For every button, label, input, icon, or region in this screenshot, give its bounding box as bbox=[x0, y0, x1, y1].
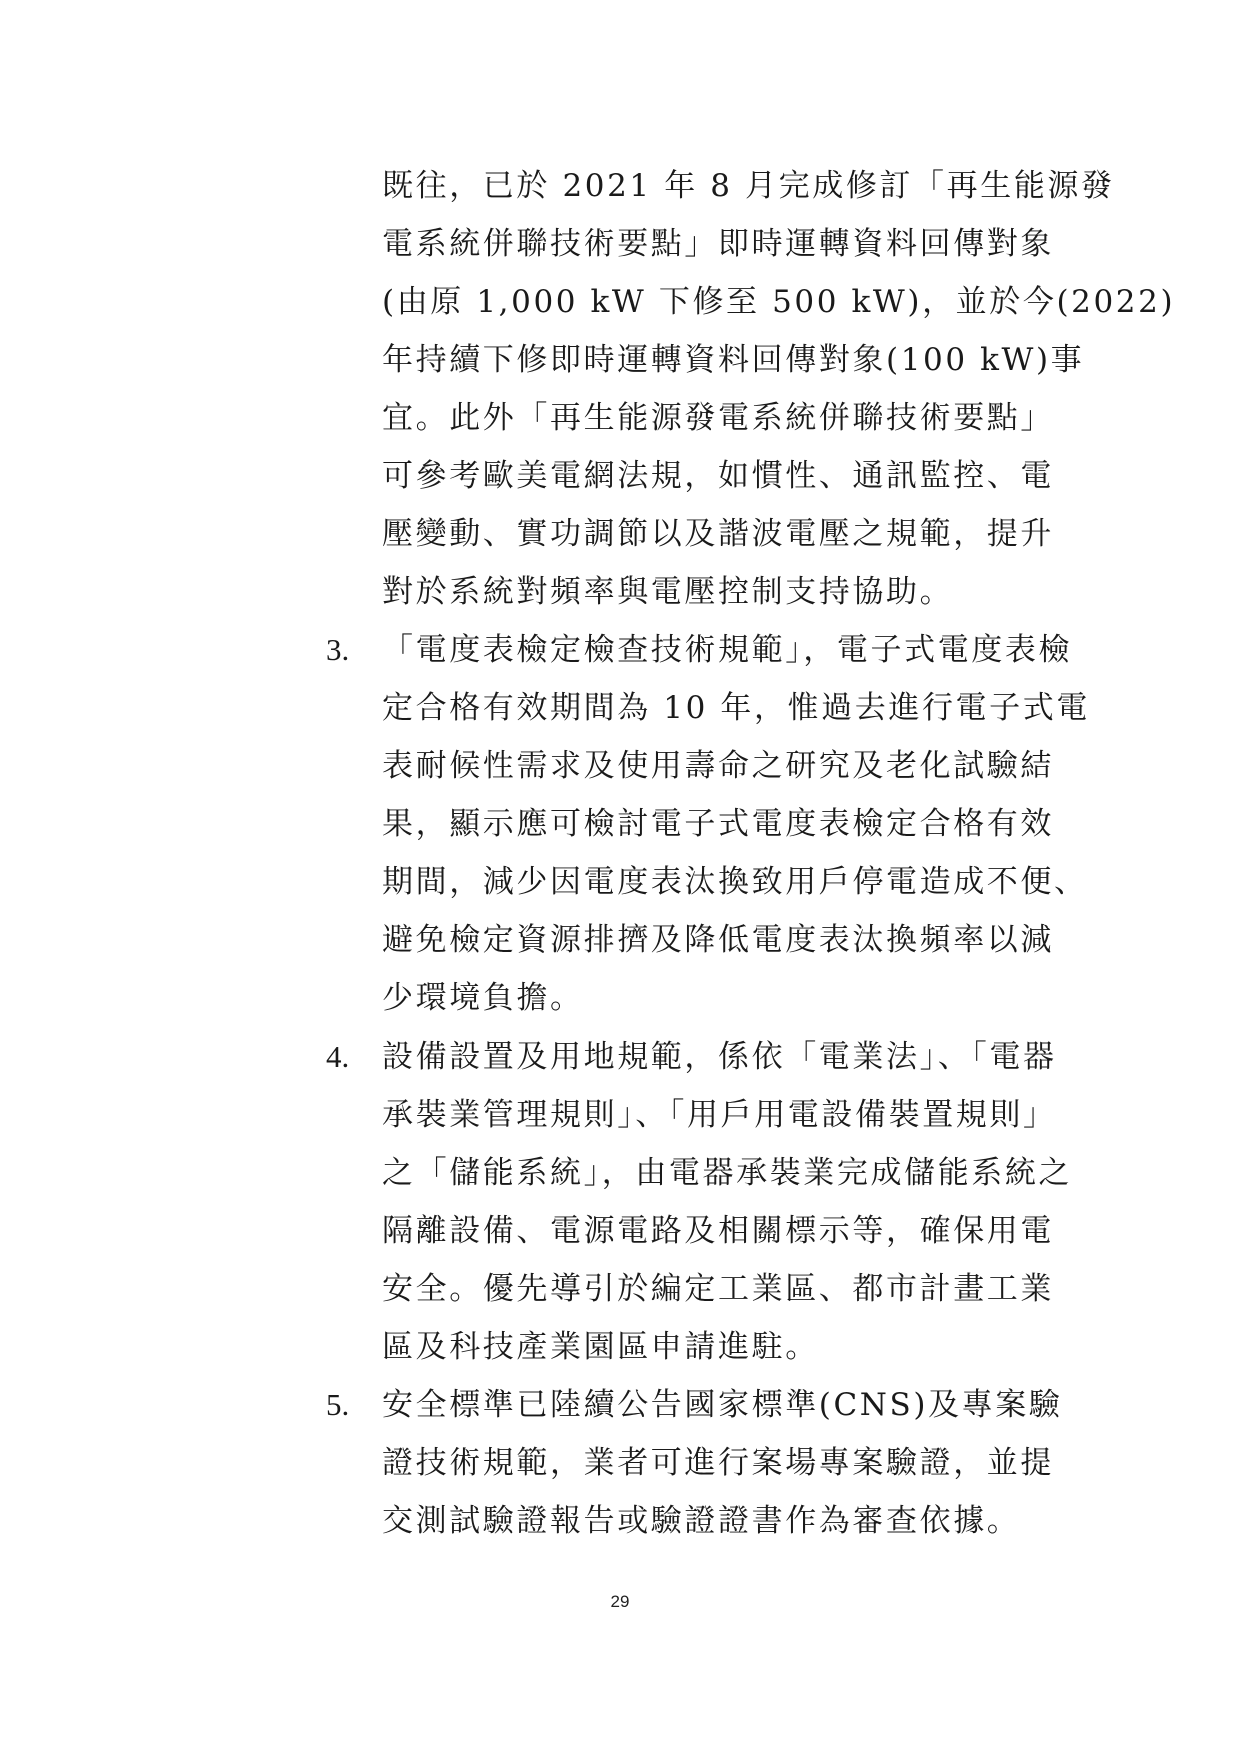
page-number: 29 bbox=[610, 1592, 630, 1611]
paragraph-line: 既往，已於 2021 年 8 月完成修訂「再生能源發 bbox=[382, 168, 1115, 204]
paragraph-line: 交測試驗證報告或驗證證書作為審查依據。 bbox=[382, 1503, 1021, 1539]
paragraph-line: 區及科技產業園區申請進駐。 bbox=[382, 1329, 819, 1365]
paragraph-line: 表耐候性需求及使用壽命之研究及老化試驗結 bbox=[382, 748, 1054, 784]
paragraph-line: 期間，減少因電度表汰換致用戶停電造成不便、 bbox=[382, 864, 1088, 900]
paragraph-line: 之「儲能系統」，由電器承裝業完成儲能系統之 bbox=[382, 1155, 1073, 1191]
paragraph-line: (由原 1,000 kW 下修至 500 kW)，並於今(2022) bbox=[382, 284, 1176, 320]
paragraph-line: 少環境負擔。 bbox=[382, 980, 584, 1016]
paragraph-line: 電系統併聯技術要點」即時運轉資料回傳對象 bbox=[382, 226, 1054, 262]
paragraph-line: 可參考歐美電網法規，如慣性、通訊監控、電 bbox=[382, 458, 1054, 494]
paragraph-line: 年持續下修即時運轉資料回傳對象(100 kW)事 bbox=[382, 342, 1085, 378]
list-item-number: 3. bbox=[326, 632, 350, 667]
paragraph-line: 果，顯示應可檢討電子式電度表檢定合格有效 bbox=[382, 806, 1054, 842]
paragraph-line: 安全。優先導引於編定工業區、都市計畫工業 bbox=[382, 1271, 1054, 1307]
paragraph-line: 對於系統對頻率與電壓控制支持協助。 bbox=[382, 574, 954, 610]
paragraph-line: 避免檢定資源排擠及降低電度表汰換頻率以減 bbox=[382, 922, 1054, 958]
paragraph-line: 承裝業管理規則」、「用戶用電設備裝置規則」 bbox=[382, 1097, 1057, 1133]
paragraph-line: 壓變動、實功調節以及諧波電壓之規範，提升 bbox=[382, 516, 1054, 552]
list-item-number: 5. bbox=[326, 1387, 350, 1422]
paragraph-line: 「電度表檢定檢查技術規範」，電子式電度表檢 bbox=[382, 632, 1073, 668]
paragraph-line: 設備設置及用地規範，係依「電業法」、「電器 bbox=[382, 1039, 1057, 1075]
paragraph-line: 宜。此外「再生能源發電系統併聯技術要點」 bbox=[382, 400, 1054, 436]
list-item-number: 4. bbox=[326, 1039, 350, 1074]
paragraph-line: 定合格有效期間為 10 年，惟過去進行電子式電 bbox=[382, 690, 1090, 726]
paragraph-line: 證技術規範，業者可進行案場專案驗證，並提 bbox=[382, 1445, 1054, 1481]
paragraph-line: 安全標準已陸續公告國家標準(CNS)及專案驗 bbox=[382, 1387, 1063, 1423]
paragraph-line: 隔離設備、電源電路及相關標示等，確保用電 bbox=[382, 1213, 1054, 1249]
